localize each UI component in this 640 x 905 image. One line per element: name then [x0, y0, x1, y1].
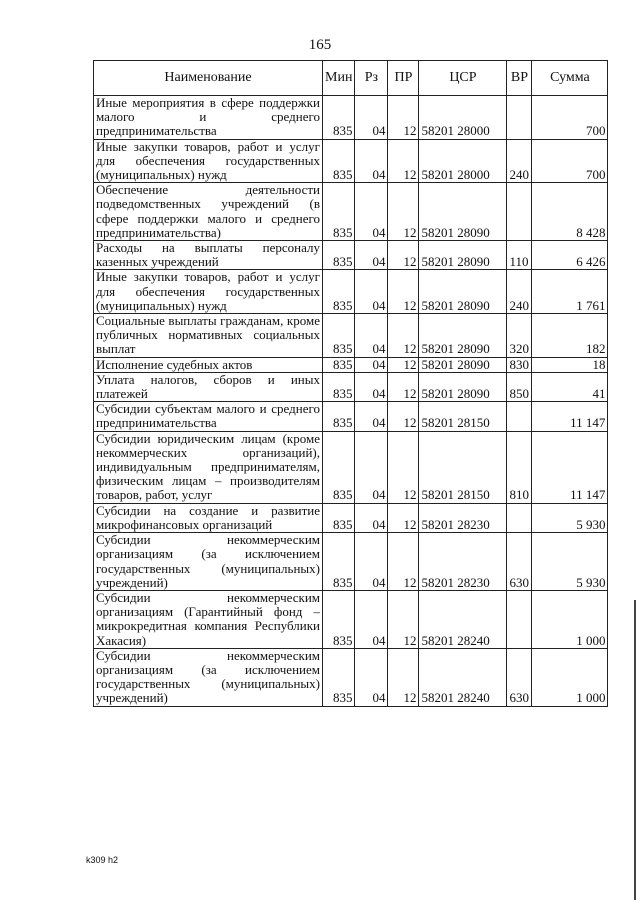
cell-name: Субсидии юридическим лицам (кроме некоммерческих организаций), индивидуальным предпринимателям, физическим лицам – производителям товаров, работ, услуг	[94, 431, 323, 503]
cell-sum: 1 000	[532, 590, 608, 648]
header-name: Наименование	[94, 61, 323, 96]
cell-pr: 12	[388, 372, 419, 401]
cell-min: 835	[323, 402, 355, 431]
table-row	[94, 357, 608, 372]
cell-vr	[507, 590, 532, 648]
cell-pr: 12	[388, 431, 419, 503]
table-row	[94, 270, 608, 314]
cell-vr: 630	[507, 648, 532, 706]
cell-min: 835	[323, 357, 355, 372]
table-row	[94, 314, 608, 358]
cell-rz: 04	[355, 402, 388, 431]
cell-min: 835	[323, 270, 355, 314]
header-min: Мин	[323, 61, 355, 96]
cell-sum: 182	[532, 314, 608, 358]
cell-rz: 04	[355, 270, 388, 314]
cell-rz: 04	[355, 314, 388, 358]
cell-sum: 700	[532, 96, 608, 140]
cell-rz: 04	[355, 431, 388, 503]
cell-csr: 58201 28240	[419, 648, 507, 706]
cell-vr: 850	[507, 372, 532, 401]
cell-rz: 04	[355, 357, 388, 372]
cell-rz: 04	[355, 533, 388, 591]
cell-rz: 04	[355, 648, 388, 706]
cell-name: Уплата налогов, сборов и иных платежей	[94, 372, 323, 401]
cell-min: 835	[323, 183, 355, 241]
cell-vr: 630	[507, 533, 532, 591]
cell-pr: 12	[388, 314, 419, 358]
cell-csr: 58201 28150	[419, 431, 507, 503]
cell-name: Субсидии некоммерческим организациям (за исключением государственных (муниципальных) учреждений)	[94, 533, 323, 591]
table-row	[94, 648, 608, 706]
cell-csr: 58201 28090	[419, 314, 507, 358]
cell-vr: 830	[507, 357, 532, 372]
cell-csr: 58201 28230	[419, 503, 507, 532]
cell-min: 835	[323, 372, 355, 401]
cell-min: 835	[323, 314, 355, 358]
cell-csr: 58201 28000	[419, 139, 507, 183]
cell-name: Субсидии некоммерческим организациям (за исключением государственных (муниципальных) учреждений)	[94, 648, 323, 706]
cell-min: 835	[323, 241, 355, 270]
cell-sum: 6 426	[532, 241, 608, 270]
cell-vr: 320	[507, 314, 532, 358]
cell-min: 835	[323, 431, 355, 503]
cell-min: 835	[323, 139, 355, 183]
cell-csr: 58201 28230	[419, 533, 507, 591]
cell-csr: 58201 28150	[419, 402, 507, 431]
cell-name: Иные мероприятия в сфере поддержки малого и среднего предпринимательства	[94, 96, 323, 140]
cell-csr: 58201 28090	[419, 241, 507, 270]
cell-min: 835	[323, 590, 355, 648]
header-vr: ВР	[507, 61, 532, 96]
table-row	[94, 503, 608, 532]
cell-rz: 04	[355, 96, 388, 140]
table-row	[94, 96, 608, 140]
cell-vr: 240	[507, 270, 532, 314]
cell-pr: 12	[388, 357, 419, 372]
cell-name: Субсидии на создание и развитие микрофинансовых организаций	[94, 503, 323, 532]
table-header-row	[94, 61, 608, 96]
cell-name: Социальные выплаты гражданам, кроме публичных нормативных социальных выплат	[94, 314, 323, 358]
cell-sum: 18	[532, 357, 608, 372]
cell-rz: 04	[355, 139, 388, 183]
cell-name: Расходы на выплаты персоналу казенных учреждений	[94, 241, 323, 270]
cell-pr: 12	[388, 96, 419, 140]
header-sum: Сумма	[532, 61, 608, 96]
cell-pr: 12	[388, 183, 419, 241]
header-pr: ПР	[388, 61, 419, 96]
cell-vr	[507, 96, 532, 140]
cell-sum: 11 147	[532, 431, 608, 503]
cell-vr: 110	[507, 241, 532, 270]
cell-rz: 04	[355, 241, 388, 270]
cell-csr: 58201 28090	[419, 270, 507, 314]
footer-code: k309 h2	[86, 855, 119, 865]
cell-csr: 58201 28090	[419, 357, 507, 372]
table-row	[94, 241, 608, 270]
cell-min: 835	[323, 648, 355, 706]
cell-vr	[507, 183, 532, 241]
cell-pr: 12	[388, 533, 419, 591]
cell-csr: 58201 28090	[419, 183, 507, 241]
cell-vr: 810	[507, 431, 532, 503]
table-row	[94, 533, 608, 591]
cell-sum: 5 930	[532, 533, 608, 591]
cell-pr: 12	[388, 648, 419, 706]
cell-sum: 1 761	[532, 270, 608, 314]
scan-edge-line	[634, 600, 636, 900]
cell-name: Иные закупки товаров, работ и услуг для обеспечения государственных (муниципальных) нужд	[94, 139, 323, 183]
cell-pr: 12	[388, 402, 419, 431]
cell-name: Субсидии субъектам малого и среднего предпринимательства	[94, 402, 323, 431]
cell-min: 835	[323, 533, 355, 591]
cell-name: Обеспечение деятельности подведомственных учреждений (в сфере поддержки малого и среднего предпринимательства)	[94, 183, 323, 241]
header-csr: ЦСР	[419, 61, 507, 96]
cell-vr	[507, 402, 532, 431]
cell-sum: 700	[532, 139, 608, 183]
header-rz: Рз	[355, 61, 388, 96]
cell-pr: 12	[388, 270, 419, 314]
page-number: 165	[308, 37, 332, 53]
cell-name: Субсидии некоммерческим организациям (Гарантийный фонд – микрокредитная компания Республики Хакасия)	[94, 590, 323, 648]
cell-min: 835	[323, 96, 355, 140]
table-row	[94, 431, 608, 503]
cell-sum: 1 000	[532, 648, 608, 706]
cell-sum: 41	[532, 372, 608, 401]
table-row	[94, 139, 608, 183]
table-row	[94, 372, 608, 401]
cell-pr: 12	[388, 590, 419, 648]
budget-table	[93, 60, 608, 707]
cell-csr: 58201 28090	[419, 372, 507, 401]
cell-vr	[507, 503, 532, 532]
table-row	[94, 590, 608, 648]
cell-rz: 04	[355, 183, 388, 241]
cell-name: Исполнение судебных актов	[94, 357, 323, 372]
cell-vr: 240	[507, 139, 532, 183]
table-row	[94, 402, 608, 431]
cell-csr: 58201 28000	[419, 96, 507, 140]
cell-rz: 04	[355, 372, 388, 401]
cell-sum: 8 428	[532, 183, 608, 241]
cell-min: 835	[323, 503, 355, 532]
cell-rz: 04	[355, 503, 388, 532]
cell-name: Иные закупки товаров, работ и услуг для обеспечения государственных (муниципальных) нужд	[94, 270, 323, 314]
cell-pr: 12	[388, 241, 419, 270]
cell-rz: 04	[355, 590, 388, 648]
cell-sum: 11 147	[532, 402, 608, 431]
cell-pr: 12	[388, 139, 419, 183]
table-row	[94, 183, 608, 241]
cell-sum: 5 930	[532, 503, 608, 532]
cell-pr: 12	[388, 503, 419, 532]
cell-csr: 58201 28240	[419, 590, 507, 648]
